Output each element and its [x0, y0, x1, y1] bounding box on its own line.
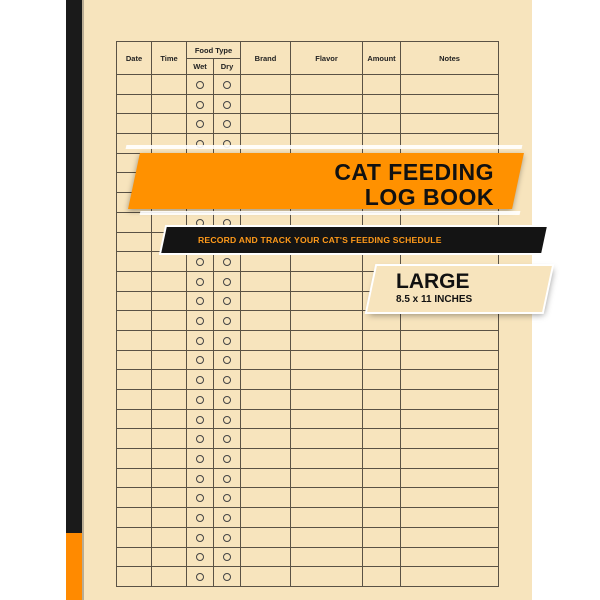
notes-cell	[401, 567, 499, 587]
title-line-2: LOG BOOK	[364, 184, 494, 210]
size-label: LARGE	[396, 270, 470, 293]
flavor-cell	[291, 449, 363, 469]
dry-cell	[214, 390, 241, 410]
wet-cell	[187, 508, 214, 528]
wet-cell	[187, 114, 214, 134]
wet-cell	[187, 311, 214, 331]
table-row	[117, 409, 499, 429]
wet-cell	[187, 468, 214, 488]
notes-cell	[401, 547, 499, 567]
amount-cell	[363, 468, 401, 488]
dry-cell	[214, 567, 241, 587]
brand-cell	[241, 409, 291, 429]
banner-highlight-top	[126, 145, 523, 149]
wet-checkbox-circle	[196, 101, 204, 109]
amount-cell	[363, 114, 401, 134]
date-cell	[117, 114, 152, 134]
date-cell	[117, 252, 152, 272]
brand-cell	[241, 488, 291, 508]
flavor-cell	[291, 468, 363, 488]
dry-checkbox-circle	[223, 435, 231, 443]
spine-accent	[66, 533, 82, 600]
flavor-cell	[291, 527, 363, 547]
notes-cell	[401, 488, 499, 508]
amount-cell	[363, 488, 401, 508]
notes-cell	[401, 527, 499, 547]
table-row	[117, 370, 499, 390]
dry-cell	[214, 75, 241, 95]
time-cell	[152, 390, 187, 410]
header-flavor: Flavor	[291, 42, 363, 75]
time-cell	[152, 311, 187, 331]
brand-cell	[241, 508, 291, 528]
wet-cell	[187, 547, 214, 567]
time-cell	[152, 488, 187, 508]
dry-cell	[214, 370, 241, 390]
header-notes: Notes	[401, 42, 499, 75]
notes-cell	[401, 449, 499, 469]
flavor-cell	[291, 271, 363, 291]
wet-cell	[187, 409, 214, 429]
dry-cell	[214, 488, 241, 508]
table-row	[117, 94, 499, 114]
flavor-cell	[291, 429, 363, 449]
dry-checkbox-circle	[223, 278, 231, 286]
wet-checkbox-circle	[196, 514, 204, 522]
time-cell	[152, 114, 187, 134]
table-row	[117, 508, 499, 528]
flavor-cell	[291, 350, 363, 370]
dry-checkbox-circle	[223, 101, 231, 109]
amount-cell	[363, 527, 401, 547]
time-cell	[152, 330, 187, 350]
table-row	[117, 468, 499, 488]
header-food-type: Food Type	[187, 42, 241, 59]
title-banner	[126, 145, 526, 215]
dry-checkbox-circle	[223, 396, 231, 404]
dry-cell	[214, 527, 241, 547]
brand-cell	[241, 370, 291, 390]
flavor-cell	[291, 94, 363, 114]
table-row	[117, 350, 499, 370]
table-row	[117, 567, 499, 587]
dry-cell	[214, 94, 241, 114]
wet-checkbox-circle	[196, 435, 204, 443]
amount-cell	[363, 429, 401, 449]
time-cell	[152, 527, 187, 547]
time-cell	[152, 370, 187, 390]
spine-edge	[82, 0, 84, 600]
dry-cell	[214, 508, 241, 528]
notes-cell	[401, 508, 499, 528]
notes-cell	[401, 409, 499, 429]
dry-checkbox-circle	[223, 356, 231, 364]
dry-checkbox-circle	[223, 337, 231, 345]
time-cell	[152, 547, 187, 567]
brand-cell	[241, 527, 291, 547]
brand-cell	[241, 271, 291, 291]
brand-cell	[241, 94, 291, 114]
brand-cell	[241, 429, 291, 449]
time-cell	[152, 409, 187, 429]
dry-cell	[214, 350, 241, 370]
wet-cell	[187, 75, 214, 95]
time-cell	[152, 94, 187, 114]
brand-cell	[241, 114, 291, 134]
amount-cell	[363, 567, 401, 587]
dry-checkbox-circle	[223, 573, 231, 581]
wet-cell	[187, 527, 214, 547]
wet-checkbox-circle	[196, 297, 204, 305]
flavor-cell	[291, 114, 363, 134]
dry-checkbox-circle	[223, 120, 231, 128]
wet-checkbox-circle	[196, 356, 204, 364]
table-row	[117, 330, 499, 350]
date-cell	[117, 291, 152, 311]
title-line-1: CAT FEEDING	[334, 159, 494, 185]
wet-checkbox-circle	[196, 81, 204, 89]
table-row	[117, 114, 499, 134]
date-cell	[117, 508, 152, 528]
date-cell	[117, 212, 152, 232]
size-dimensions: 8.5 x 11 INCHES	[396, 294, 473, 305]
brand-cell	[241, 547, 291, 567]
header-amount: Amount	[363, 42, 401, 75]
time-cell	[152, 449, 187, 469]
header-time: Time	[152, 42, 187, 75]
wet-cell	[187, 390, 214, 410]
date-cell	[117, 429, 152, 449]
date-cell	[117, 390, 152, 410]
notes-cell	[401, 370, 499, 390]
flavor-cell	[291, 75, 363, 95]
dry-checkbox-circle	[223, 317, 231, 325]
wet-cell	[187, 350, 214, 370]
dry-cell	[214, 291, 241, 311]
wet-checkbox-circle	[196, 553, 204, 561]
table-row	[117, 547, 499, 567]
dry-checkbox-circle	[223, 494, 231, 502]
time-cell	[152, 429, 187, 449]
dry-cell	[214, 409, 241, 429]
date-cell	[117, 567, 152, 587]
notes-cell	[401, 350, 499, 370]
flavor-cell	[291, 409, 363, 429]
brand-cell	[241, 449, 291, 469]
wet-checkbox-circle	[196, 534, 204, 542]
book-spine	[66, 0, 82, 600]
dry-cell	[214, 547, 241, 567]
brand-cell	[241, 330, 291, 350]
date-cell	[117, 350, 152, 370]
dry-cell	[214, 114, 241, 134]
wet-cell	[187, 429, 214, 449]
date-cell	[117, 232, 152, 252]
time-cell	[152, 508, 187, 528]
wet-checkbox-circle	[196, 573, 204, 581]
date-cell	[117, 330, 152, 350]
wet-checkbox-circle	[196, 278, 204, 286]
amount-cell	[363, 370, 401, 390]
dry-checkbox-circle	[223, 376, 231, 384]
notes-cell	[401, 468, 499, 488]
date-cell	[117, 271, 152, 291]
wet-cell	[187, 370, 214, 390]
brand-cell	[241, 75, 291, 95]
wet-cell	[187, 291, 214, 311]
wet-cell	[187, 271, 214, 291]
date-cell	[117, 311, 152, 331]
amount-cell	[363, 330, 401, 350]
notes-cell	[401, 429, 499, 449]
amount-cell	[363, 409, 401, 429]
amount-cell	[363, 547, 401, 567]
flavor-cell	[291, 488, 363, 508]
header-brand: Brand	[241, 42, 291, 75]
wet-checkbox-circle	[196, 475, 204, 483]
dry-cell	[214, 468, 241, 488]
dry-cell	[214, 311, 241, 331]
notes-cell	[401, 390, 499, 410]
time-cell	[152, 567, 187, 587]
amount-cell	[363, 350, 401, 370]
date-cell	[117, 468, 152, 488]
time-cell	[152, 291, 187, 311]
wet-checkbox-circle	[196, 120, 204, 128]
date-cell	[117, 75, 152, 95]
amount-cell	[363, 94, 401, 114]
brand-cell	[241, 350, 291, 370]
dry-checkbox-circle	[223, 534, 231, 542]
dry-checkbox-circle	[223, 514, 231, 522]
table-row	[117, 429, 499, 449]
time-cell	[152, 271, 187, 291]
wet-checkbox-circle	[196, 258, 204, 266]
date-cell	[117, 547, 152, 567]
notes-cell	[401, 330, 499, 350]
wet-checkbox-circle	[196, 317, 204, 325]
table-row	[117, 449, 499, 469]
dry-checkbox-circle	[223, 455, 231, 463]
dry-cell	[214, 271, 241, 291]
header-date: Date	[117, 42, 152, 75]
dry-checkbox-circle	[223, 416, 231, 424]
wet-checkbox-circle	[196, 337, 204, 345]
dry-cell	[214, 330, 241, 350]
subtitle-banner	[160, 224, 532, 256]
table-row	[117, 390, 499, 410]
wet-checkbox-circle	[196, 376, 204, 384]
time-cell	[152, 350, 187, 370]
flavor-cell	[291, 330, 363, 350]
dry-checkbox-circle	[223, 258, 231, 266]
amount-cell	[363, 449, 401, 469]
table-row	[117, 527, 499, 547]
size-badge	[368, 264, 532, 316]
header-dry: Dry	[214, 59, 241, 75]
dry-checkbox-circle	[223, 81, 231, 89]
flavor-cell	[291, 311, 363, 331]
time-cell	[152, 468, 187, 488]
flavor-cell	[291, 547, 363, 567]
date-cell	[117, 527, 152, 547]
flavor-cell	[291, 390, 363, 410]
flavor-cell	[291, 508, 363, 528]
flavor-cell	[291, 567, 363, 587]
date-cell	[117, 449, 152, 469]
brand-cell	[241, 468, 291, 488]
wet-checkbox-circle	[196, 396, 204, 404]
dry-checkbox-circle	[223, 475, 231, 483]
dry-cell	[214, 429, 241, 449]
date-cell	[117, 370, 152, 390]
notes-cell	[401, 114, 499, 134]
wet-cell	[187, 449, 214, 469]
wet-checkbox-circle	[196, 494, 204, 502]
wet-cell	[187, 567, 214, 587]
flavor-cell	[291, 291, 363, 311]
notes-cell	[401, 75, 499, 95]
amount-cell	[363, 75, 401, 95]
wet-checkbox-circle	[196, 455, 204, 463]
wet-cell	[187, 330, 214, 350]
subtitle-text: RECORD AND TRACK YOUR CAT'S FEEDING SCHEDULE	[198, 235, 442, 245]
brand-cell	[241, 291, 291, 311]
brand-cell	[241, 567, 291, 587]
header-wet: Wet	[187, 59, 214, 75]
wet-checkbox-circle	[196, 416, 204, 424]
table-row	[117, 488, 499, 508]
dry-cell	[214, 449, 241, 469]
table-row	[117, 75, 499, 95]
banner-highlight-bottom	[140, 211, 521, 215]
dry-checkbox-circle	[223, 553, 231, 561]
amount-cell	[363, 390, 401, 410]
date-cell	[117, 488, 152, 508]
brand-cell	[241, 390, 291, 410]
wet-cell	[187, 94, 214, 114]
wet-cell	[187, 488, 214, 508]
dry-checkbox-circle	[223, 297, 231, 305]
brand-cell	[241, 311, 291, 331]
flavor-cell	[291, 370, 363, 390]
time-cell	[152, 75, 187, 95]
date-cell	[117, 94, 152, 114]
date-cell	[117, 409, 152, 429]
notes-cell	[401, 94, 499, 114]
amount-cell	[363, 508, 401, 528]
